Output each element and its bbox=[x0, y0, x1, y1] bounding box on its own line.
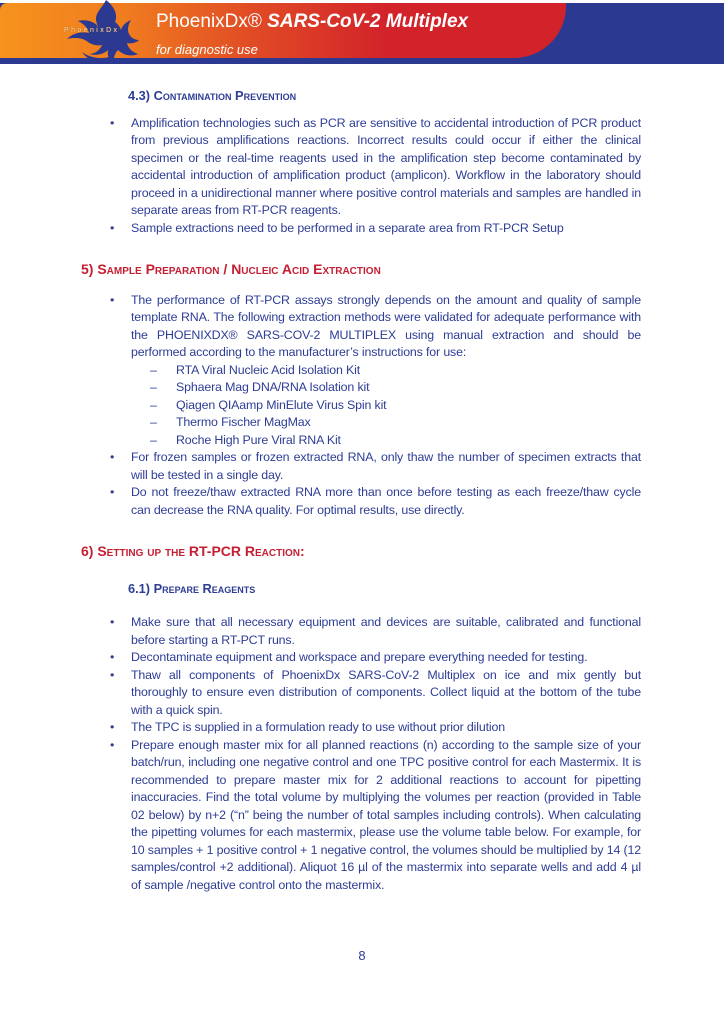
dash-marker: – bbox=[150, 362, 157, 377]
list-item bbox=[81, 379, 641, 397]
bullet-item bbox=[81, 484, 641, 519]
bullet-marker: • bbox=[110, 292, 115, 307]
section-heading-5: 5) Sample Preparation / Nucleic Acid Extraction bbox=[81, 261, 381, 277]
list-item bbox=[81, 414, 641, 432]
bullet-text: The TPC is supplied in a formulation ready to use without prior dilution bbox=[131, 720, 505, 734]
bullet-item bbox=[81, 115, 641, 220]
bullet-text: The performance of RT-PCR assays strongly depends on the amount and quality of sample template RNA. The following extraction methods were validated for adequate performance with the PHOENIXDX® SARS-COV-2 MULTIPLEX using manual extraction and should be performed according to the manufacturer’s instructions for use: bbox=[131, 292, 641, 359]
bullet-text: Decontaminate equipment and workspace and prepare everything needed for testing. bbox=[131, 650, 588, 664]
page-number: 8 bbox=[358, 948, 366, 963]
bullet-marker: • bbox=[110, 220, 115, 235]
bullet-text: Prepare enough master mix for all planned reactions (n) according to the sample size of your batch/run, including one negative control and one TPC positive control for each Mastermix. It is recommended to prepare master mix for 2 additional reactions to account for pipetting inaccuracies. Find the total volume by multiplying the volumes per reaction (provided in Table 02 below) by n+2 (“n” being the number of total samples including controls). When calculating the pipetting volumes for each mastermix, please use the volume table below. For example, for 10 samples + 1 positive control + 1 negative control, the volumes should be multiplied by 14 (12 samples/control +2 additional). Aliquot 16 µl of the mastermix into separate wells and add 4 µl of sample /negative control onto the mastermix. bbox=[131, 737, 641, 892]
dash-marker: – bbox=[150, 397, 157, 412]
dash-marker: – bbox=[150, 380, 157, 394]
bullet-text: Amplification technologies such as PCR are sensitive to accidental introduction of PCR product from previous amplifications reactions. Incorrect results could occur if either the clinical specimen or the real-time reagents used in the amplification step become contaminated by accidental introduction of amplification product (amplicon). Workflow in the laboratory should proceed in a unidirectional manner where positive control materials and samples are handled in separate areas from RT-PCR reagents. bbox=[131, 115, 641, 217]
bullet-item bbox=[81, 220, 641, 238]
bullet-item bbox=[81, 292, 641, 362]
kit-name: RTA Viral Nucleic Acid Isolation Kit bbox=[176, 362, 360, 377]
section-heading-4-3: 4.3) Contamination Prevention bbox=[128, 88, 297, 103]
dash-marker: – bbox=[150, 415, 157, 429]
title-brand: PhoenixDx® bbox=[156, 11, 268, 32]
list-item bbox=[81, 362, 641, 380]
bullet-marker: • bbox=[110, 737, 115, 752]
bullet-text: Do not freeze/thaw extracted RNA more than once before testing as each freeze/thaw cycle can decrease the RNA quality. For optimal results, use directly. bbox=[131, 485, 641, 517]
document-subtitle: for diagnostic use bbox=[156, 42, 258, 57]
bullet-text: Sample extractions need to be performed in a separate area from RT-PCR Setup bbox=[131, 220, 564, 235]
bullet-item bbox=[81, 614, 641, 649]
section-heading-6-1: 6.1) Prepare Reagents bbox=[128, 580, 256, 596]
page-content bbox=[81, 65, 641, 894]
bullet-marker: • bbox=[110, 650, 115, 664]
bullet-marker: • bbox=[110, 485, 115, 499]
kit-name: Roche High Pure Viral RNA Kit bbox=[176, 432, 341, 447]
bullet-item bbox=[81, 737, 641, 895]
list-item bbox=[81, 397, 641, 415]
bullet-marker: • bbox=[110, 450, 115, 464]
bullet-text: Make sure that all necessary equipment and devices are suitable, calibrated and functional before starting a RT-PCT runs. bbox=[131, 615, 641, 647]
section-heading-6: 6) Setting up the RT-PCR Reaction: bbox=[81, 543, 305, 559]
bullet-item bbox=[81, 649, 641, 667]
bullet-marker: • bbox=[110, 115, 115, 130]
document-title bbox=[156, 11, 468, 33]
bullet-text: For frozen samples or frozen extracted RNA, only thaw the number of specimen extracts that will be tested in a single day. bbox=[131, 450, 641, 482]
list-item bbox=[81, 432, 641, 450]
bullet-marker: • bbox=[110, 720, 115, 734]
phoenix-logo bbox=[52, 0, 154, 66]
bullet-marker: • bbox=[110, 615, 115, 629]
bullet-item bbox=[81, 667, 641, 720]
bullet-item bbox=[81, 719, 641, 737]
bullet-item bbox=[81, 449, 641, 484]
header-title-block bbox=[156, 11, 468, 57]
kit-name: Thermo Fischer MagMax bbox=[176, 415, 311, 429]
dash-marker: – bbox=[150, 432, 157, 447]
title-product: SARS-CoV-2 Multiplex bbox=[267, 11, 469, 32]
page-header bbox=[0, 0, 724, 65]
bullet-marker: • bbox=[110, 667, 115, 682]
bullet-text: Thaw all components of PhoenixDx SARS-CoV-2 Multiplex on ice and mix gently but thoroughly to ensure even distribution of components. Collect liquid at the bottom of the tube with a quick spin. bbox=[131, 667, 641, 717]
kit-name: Sphaera Mag DNA/RNA Isolation kit bbox=[176, 380, 370, 394]
logo-wordmark: PhoenixDx bbox=[64, 27, 120, 34]
kit-name: Qiagen QIAamp MinElute Virus Spin kit bbox=[176, 397, 387, 412]
